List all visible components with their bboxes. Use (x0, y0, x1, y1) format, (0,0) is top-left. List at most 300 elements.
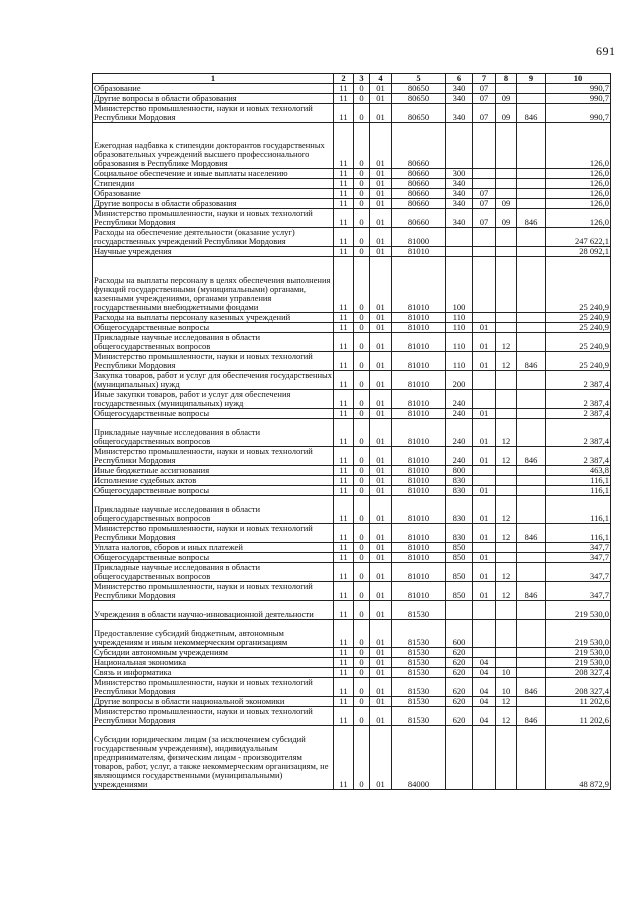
table-row (93, 333, 611, 352)
code-cell-c6: 340 (446, 94, 473, 104)
code-cell-c2: 11 (334, 209, 354, 228)
table-row (93, 563, 611, 582)
code-cell-c3: 0 (354, 352, 370, 371)
code-cell-c2: 11 (334, 707, 354, 726)
code-cell-c4: 01 (370, 707, 392, 726)
code-cell-c3: 0 (354, 620, 370, 648)
table-row (93, 209, 611, 228)
code-cell-c5: 81010 (392, 313, 446, 323)
code-cell-c8 (496, 169, 517, 179)
code-cell-c8 (496, 228, 517, 247)
code-cell-c7 (473, 466, 496, 476)
code-cell-c8: 09 (496, 199, 517, 209)
amount-cell: 219 530,0 (546, 601, 611, 620)
table-header-row (93, 74, 611, 84)
table-row (93, 476, 611, 486)
table-row (93, 553, 611, 563)
code-cell-c2: 11 (334, 323, 354, 333)
code-cell-c9 (517, 419, 546, 447)
code-cell-c8 (496, 486, 517, 496)
code-cell-c3: 0 (354, 333, 370, 352)
expense-item-name: Предоставление субсидий бюджетным, автономным учреждениям и иным некоммерческим организациям (93, 620, 334, 648)
expense-item-name: Закупка товаров, работ и услуг для обеспечения государственных (муниципальных) нужд (94, 370, 333, 389)
table-row (93, 466, 611, 476)
expense-item-name: Расходы на обеспечение деятельности (оказание услуг) государственных учреждений Республики Мордовия (93, 228, 334, 247)
code-cell-c5: 81010 (392, 247, 446, 257)
code-cell-c2: 11 (334, 371, 354, 390)
code-cell-c8: 12 (496, 707, 517, 726)
code-cell-c4: 01 (370, 496, 392, 524)
code-cell-c2: 11 (334, 94, 354, 104)
code-cell-c6: 620 (446, 678, 473, 697)
code-cell-c6: 830 (446, 524, 473, 543)
code-cell-c7: 01 (473, 323, 496, 333)
code-cell-c4: 01 (370, 333, 392, 352)
table-row (93, 543, 611, 553)
code-cell-c3: 0 (354, 228, 370, 247)
code-cell-c5: 81530 (392, 707, 446, 726)
code-cell-c2: 11 (334, 313, 354, 323)
code-cell-c5: 80660 (392, 189, 446, 199)
code-cell-c4: 01 (370, 228, 392, 247)
table-row (93, 84, 611, 94)
code-cell-c6: 110 (446, 352, 473, 371)
code-cell-c6: 240 (446, 419, 473, 447)
amount-cell: 347,7 (546, 563, 611, 582)
code-cell-c6: 620 (446, 668, 473, 678)
code-cell-c7: 01 (473, 563, 496, 582)
code-cell-c9 (517, 543, 546, 553)
code-cell-c8: 12 (496, 419, 517, 447)
code-cell-c9 (517, 620, 546, 648)
expense-item-name: Стипендии (93, 179, 334, 189)
expense-item-name: Национальная экономика (93, 658, 334, 668)
code-cell-c2: 11 (334, 199, 354, 209)
code-cell-c4: 01 (370, 678, 392, 697)
amount-cell: 116,1 (546, 476, 611, 486)
code-cell-c3: 0 (354, 601, 370, 620)
expense-item-name: Социальное обеспечение и иные выплаты населению (93, 169, 334, 179)
code-cell-c4: 01 (370, 648, 392, 658)
table-row (93, 707, 611, 726)
expense-item-name: Расходы на выплаты персоналу в целях обеспечения выполнения функций государственными (муниципальными) органами, казенными учреждениями, органами управления государственными внебюджетными фондами (93, 257, 334, 313)
code-cell-c7 (473, 371, 496, 390)
code-cell-c3: 0 (354, 313, 370, 323)
code-cell-c2: 11 (334, 104, 354, 123)
amount-cell: 25 240,9 (546, 333, 611, 352)
code-cell-c7: 01 (473, 524, 496, 543)
code-cell-c3: 0 (354, 419, 370, 447)
code-cell-c3: 0 (354, 697, 370, 707)
code-cell-c2: 11 (334, 169, 354, 179)
table-row (93, 323, 611, 333)
amount-cell: 11 202,6 (546, 707, 611, 726)
table-row (93, 726, 611, 790)
amount-cell: 126,0 (546, 123, 611, 169)
code-cell-c4: 01 (370, 476, 392, 486)
code-cell-c4: 01 (370, 697, 392, 707)
amount-cell: 208 327,4 (546, 678, 611, 697)
table-row (93, 447, 611, 466)
code-cell-c3: 0 (354, 466, 370, 476)
header-cell: 2 (334, 74, 354, 84)
code-cell-c5: 81010 (392, 371, 446, 390)
code-cell-c9 (517, 228, 546, 247)
code-cell-c5: 80660 (392, 169, 446, 179)
code-cell-c6: 340 (446, 84, 473, 94)
code-cell-c8: 12 (496, 697, 517, 707)
code-cell-c3: 0 (354, 257, 370, 313)
code-cell-c8 (496, 371, 517, 390)
expense-item-name: Общегосударственные вопросы (93, 323, 334, 333)
code-cell-c2: 11 (334, 496, 354, 524)
amount-cell: 347,7 (546, 553, 611, 563)
table-row (93, 697, 611, 707)
code-cell-c4: 01 (370, 189, 392, 199)
code-cell-c7 (473, 169, 496, 179)
code-cell-c8 (496, 648, 517, 658)
code-cell-c2: 11 (334, 678, 354, 697)
amount-cell: 463,8 (546, 466, 611, 476)
code-cell-c7 (473, 543, 496, 553)
code-cell-c9 (517, 247, 546, 257)
code-cell-c3: 0 (354, 486, 370, 496)
code-cell-c9 (517, 668, 546, 678)
amount-cell: 219 530,0 (546, 648, 611, 658)
expense-item-name: Иные закупки товаров, работ и услуг для обеспечения государственных (муниципальных) нужд (93, 390, 334, 409)
code-cell-c8: 12 (496, 582, 517, 601)
amount-cell: 2 387,4 (546, 447, 611, 466)
code-cell-c2: 11 (334, 352, 354, 371)
code-cell-c5: 81530 (392, 697, 446, 707)
amount-cell: 116,1 (546, 496, 611, 524)
code-cell-c6: 240 (446, 390, 473, 409)
code-cell-c3: 0 (354, 496, 370, 524)
code-cell-c8 (496, 601, 517, 620)
code-cell-c5: 81010 (392, 419, 446, 447)
expense-item-name: Расходы на выплаты персоналу казенных учреждений (93, 313, 334, 323)
code-cell-c6: 100 (446, 257, 473, 313)
code-cell-c2: 11 (334, 333, 354, 352)
code-cell-c9: 846 (517, 447, 546, 466)
code-cell-c9 (517, 563, 546, 582)
code-cell-c6: 830 (446, 486, 473, 496)
code-cell-c8 (496, 543, 517, 553)
code-cell-c8: 12 (496, 333, 517, 352)
code-cell-c7: 01 (473, 486, 496, 496)
amount-cell: 2 387,4 (546, 409, 611, 419)
code-cell-c6: 620 (446, 648, 473, 658)
code-cell-c3: 0 (354, 409, 370, 419)
table-row (93, 371, 611, 390)
code-cell-c5: 81010 (392, 582, 446, 601)
table-row (93, 313, 611, 323)
code-cell-c2: 11 (334, 601, 354, 620)
code-cell-c5: 81010 (392, 524, 446, 543)
code-cell-c3: 0 (354, 678, 370, 697)
table-row (93, 658, 611, 668)
code-cell-c7 (473, 228, 496, 247)
code-cell-c4: 01 (370, 84, 392, 94)
code-cell-c2: 11 (334, 543, 354, 553)
code-cell-c5: 84000 (392, 726, 446, 790)
amount-cell: 48 872,9 (546, 726, 611, 790)
amount-cell: 990,7 (546, 94, 611, 104)
code-cell-c7 (473, 476, 496, 486)
code-cell-c5: 81530 (392, 668, 446, 678)
code-cell-c4: 01 (370, 323, 392, 333)
code-cell-c8 (496, 409, 517, 419)
code-cell-c8 (496, 323, 517, 333)
table-row (93, 496, 611, 524)
amount-cell: 116,1 (546, 486, 611, 496)
code-cell-c5: 81530 (392, 601, 446, 620)
code-cell-c8 (496, 726, 517, 790)
header-cell: 5 (392, 74, 446, 84)
code-cell-c2: 11 (334, 419, 354, 447)
code-cell-c7: 01 (473, 582, 496, 601)
code-cell-c6: 800 (446, 466, 473, 476)
code-cell-c5: 80650 (392, 84, 446, 94)
code-cell-c2: 11 (334, 726, 354, 790)
code-cell-c2: 11 (334, 257, 354, 313)
code-cell-c9 (517, 726, 546, 790)
expense-item-name: Учреждения в области научно-инновационной деятельности (93, 601, 334, 620)
code-cell-c6: 830 (446, 476, 473, 486)
header-cell: 7 (473, 74, 496, 84)
code-cell-c5: 81010 (392, 563, 446, 582)
code-cell-c6 (446, 726, 473, 790)
page-number: 691 (596, 44, 616, 58)
code-cell-c3: 0 (354, 390, 370, 409)
header-cell: 8 (496, 74, 517, 84)
code-cell-c6: 850 (446, 563, 473, 582)
code-cell-c3: 0 (354, 209, 370, 228)
budget-table (92, 73, 611, 790)
code-cell-c9 (517, 371, 546, 390)
code-cell-c7: 01 (473, 333, 496, 352)
code-cell-c9: 846 (517, 352, 546, 371)
code-cell-c2: 11 (334, 486, 354, 496)
code-cell-c8: 10 (496, 668, 517, 678)
code-cell-c8: 10 (496, 678, 517, 697)
amount-cell: 25 240,9 (546, 257, 611, 313)
expense-item-name: Министерство промышленности, науки и новых технологий Республики Мордовия (93, 678, 334, 697)
code-cell-c5: 80660 (392, 209, 446, 228)
code-cell-c2: 11 (334, 582, 354, 601)
code-cell-c7: 07 (473, 189, 496, 199)
code-cell-c9 (517, 94, 546, 104)
code-cell-c7 (473, 620, 496, 648)
code-cell-c8: 12 (496, 447, 517, 466)
code-cell-c2: 11 (334, 247, 354, 257)
code-cell-c4: 01 (370, 390, 392, 409)
code-cell-c4: 01 (370, 726, 392, 790)
amount-cell: 247 622,1 (546, 228, 611, 247)
code-cell-c6: 340 (446, 199, 473, 209)
expense-item-name: Уплата налогов, сборов и иных платежей (93, 543, 334, 553)
code-cell-c7 (473, 726, 496, 790)
code-cell-c7: 04 (473, 668, 496, 678)
code-cell-c4: 01 (370, 104, 392, 123)
code-cell-c8: 09 (496, 94, 517, 104)
code-cell-c3: 0 (354, 104, 370, 123)
amount-cell: 2 387,4 (546, 390, 611, 409)
expense-item-name: Общегосударственные вопросы (93, 553, 334, 563)
code-cell-c7: 01 (473, 419, 496, 447)
code-cell-c5: 80660 (392, 199, 446, 209)
code-cell-c7 (473, 247, 496, 257)
code-cell-c2: 11 (334, 620, 354, 648)
code-cell-c9 (517, 466, 546, 476)
code-cell-c5: 80660 (392, 179, 446, 189)
amount-cell: 208 327,4 (546, 668, 611, 678)
code-cell-c2: 11 (334, 123, 354, 169)
code-cell-c9: 846 (517, 582, 546, 601)
code-cell-c6: 850 (446, 543, 473, 553)
expense-item-name: Другие вопросы в области национальной экономики (93, 697, 334, 707)
expense-item-name: Министерство промышленности, науки и новых технологий Республики Мордовия (93, 104, 334, 123)
table-row (93, 123, 611, 169)
code-cell-c2: 11 (334, 447, 354, 466)
code-cell-c7: 07 (473, 209, 496, 228)
amount-cell: 126,0 (546, 169, 611, 179)
code-cell-c8 (496, 476, 517, 486)
expense-item-name: Субсидии юридическим лицам (за исключением субсидий государственным учреждениям), индивидуальным предпринимателям, физическим лицам - производителям товаров, работ, услуг, а также некоммерческим организациям, не являющимся государственными (муниципальными) учреждениями (93, 726, 334, 790)
table-row (93, 582, 611, 601)
amount-cell: 126,0 (546, 199, 611, 209)
code-cell-c7 (473, 390, 496, 409)
code-cell-c4: 01 (370, 447, 392, 466)
code-cell-c3: 0 (354, 726, 370, 790)
code-cell-c4: 01 (370, 169, 392, 179)
amount-cell: 990,7 (546, 84, 611, 94)
code-cell-c3: 0 (354, 524, 370, 543)
code-cell-c5: 81010 (392, 466, 446, 476)
code-cell-c3: 0 (354, 371, 370, 390)
code-cell-c5: 81530 (392, 658, 446, 668)
code-cell-c7: 04 (473, 658, 496, 668)
code-cell-c7 (473, 601, 496, 620)
expense-item-name: Прикладные научные исследования в области общегосударственных вопросов (93, 333, 334, 352)
code-cell-c7 (473, 123, 496, 169)
code-cell-c6 (446, 228, 473, 247)
code-cell-c9 (517, 601, 546, 620)
expense-item-name: Исполнение судебных актов (93, 476, 334, 486)
amount-cell: 990,7 (546, 104, 611, 123)
code-cell-c8: 12 (496, 563, 517, 582)
code-cell-c7: 04 (473, 707, 496, 726)
code-cell-c4: 01 (370, 94, 392, 104)
code-cell-c6: 340 (446, 179, 473, 189)
code-cell-c9 (517, 169, 546, 179)
code-cell-c6: 620 (446, 697, 473, 707)
code-cell-c3: 0 (354, 648, 370, 658)
code-cell-c9 (517, 333, 546, 352)
code-cell-c2: 11 (334, 179, 354, 189)
code-cell-c5: 80650 (392, 104, 446, 123)
code-cell-c5: 81010 (392, 323, 446, 333)
code-cell-c6: 830 (446, 496, 473, 524)
code-cell-c9 (517, 496, 546, 524)
code-cell-c5: 81010 (392, 333, 446, 352)
code-cell-c7: 01 (473, 496, 496, 524)
code-cell-c2: 11 (334, 658, 354, 668)
table-row (93, 352, 611, 371)
code-cell-c4: 01 (370, 247, 392, 257)
table-row (93, 648, 611, 658)
code-cell-c3: 0 (354, 543, 370, 553)
code-cell-c2: 11 (334, 476, 354, 486)
table-row (93, 601, 611, 620)
expense-item-name: Министерство промышленности, науки и новых технологий Республики Мордовия (93, 447, 334, 466)
table-row (93, 104, 611, 123)
code-cell-c7: 01 (473, 553, 496, 563)
code-cell-c5: 81010 (392, 390, 446, 409)
code-cell-c3: 0 (354, 323, 370, 333)
code-cell-c7 (473, 179, 496, 189)
table-row (93, 169, 611, 179)
code-cell-c8 (496, 257, 517, 313)
code-cell-c6: 340 (446, 104, 473, 123)
table-row (93, 257, 611, 313)
code-cell-c4: 01 (370, 582, 392, 601)
header-cell: 6 (446, 74, 473, 84)
code-cell-c3: 0 (354, 94, 370, 104)
table-row (93, 390, 611, 409)
code-cell-c5: 81530 (392, 678, 446, 697)
table-body (93, 84, 611, 790)
code-cell-c4: 01 (370, 466, 392, 476)
code-cell-c4: 01 (370, 409, 392, 419)
code-cell-c6: 200 (446, 371, 473, 390)
code-cell-c8 (496, 179, 517, 189)
code-cell-c3: 0 (354, 553, 370, 563)
expense-item-name: Иные бюджетные ассигнования (93, 466, 334, 476)
amount-cell: 11 202,6 (546, 697, 611, 707)
code-cell-c6: 110 (446, 313, 473, 323)
code-cell-c5: 81010 (392, 553, 446, 563)
code-cell-c9: 846 (517, 524, 546, 543)
code-cell-c9: 846 (517, 209, 546, 228)
code-cell-c6: 850 (446, 582, 473, 601)
expense-item-name: Министерство промышленности, науки и новых технологий Республики Мордовия (93, 352, 334, 371)
code-cell-c9 (517, 189, 546, 199)
code-cell-c7: 04 (473, 697, 496, 707)
expense-item-name: Министерство промышленности, науки и новых технологий Республики Мордовия (93, 524, 334, 543)
code-cell-c6: 110 (446, 333, 473, 352)
code-cell-c2: 11 (334, 563, 354, 582)
code-cell-c6: 240 (446, 409, 473, 419)
code-cell-c9 (517, 486, 546, 496)
header-cell: 3 (354, 74, 370, 84)
expense-item-name: Другие вопросы в области образования (93, 94, 334, 104)
table-row (93, 179, 611, 189)
code-cell-c9 (517, 409, 546, 419)
expense-item-name: Министерство промышленности, науки и новых технологий Республики Мордовия (93, 209, 334, 228)
code-cell-c8 (496, 84, 517, 94)
code-cell-c2: 11 (334, 648, 354, 658)
header-cell: 1 (93, 74, 334, 84)
code-cell-c8 (496, 466, 517, 476)
code-cell-c9 (517, 123, 546, 169)
code-cell-c3: 0 (354, 707, 370, 726)
code-cell-c9 (517, 697, 546, 707)
code-cell-c7: 07 (473, 84, 496, 94)
code-cell-c8: 09 (496, 104, 517, 123)
expense-item-name: Другие вопросы в области образования (93, 199, 334, 209)
code-cell-c4: 01 (370, 179, 392, 189)
